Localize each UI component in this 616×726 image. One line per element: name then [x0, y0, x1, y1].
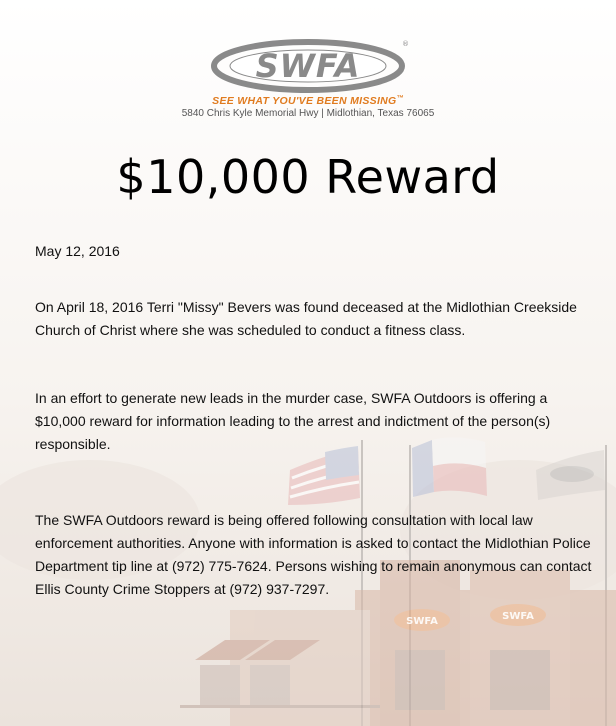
tagline-text: SEE WHAT YOU'VE BEEN MISSING — [212, 95, 397, 107]
document-date: May 12, 2016 — [35, 243, 120, 259]
logo-registered: ® — [402, 40, 409, 48]
building-sign-left: SWFA — [406, 616, 438, 627]
address: 5840 Chris Kyle Memorial Hwy | Midlothian, Texas 76065 — [181, 108, 435, 119]
tagline-tm: ™ — [396, 95, 404, 102]
swfa-logo — [0, 38, 616, 94]
page-title: $10,000 Reward — [116, 150, 500, 204]
paragraph-incident: On April 18, 2016 Terri "Missy" Bevers was found deceased at the Midlothian Creekside Church of Christ where she was scheduled to conduct a fitness class. — [35, 299, 577, 338]
building-sign-right: SWFA — [502, 611, 534, 622]
paragraph-contact: The SWFA Outdoors reward is being offered following consultation with local law enforcement authorities. Anyone with information is asked to contact the Midlothian Police Department tip line at (972) 775-7624. Persons wishing to remain anonymous can contact Ellis County Crime Stoppers at (972) 937-7297. — [35, 512, 592, 597]
logo-text: SWFA — [255, 47, 361, 85]
tagline — [0, 95, 616, 107]
paragraph-reward: In an effort to generate new leads in the murder case, SWFA Outdoors is offering a $10,000 reward for information leading to the arrest and indictment of the person(s) responsible. — [35, 390, 551, 452]
